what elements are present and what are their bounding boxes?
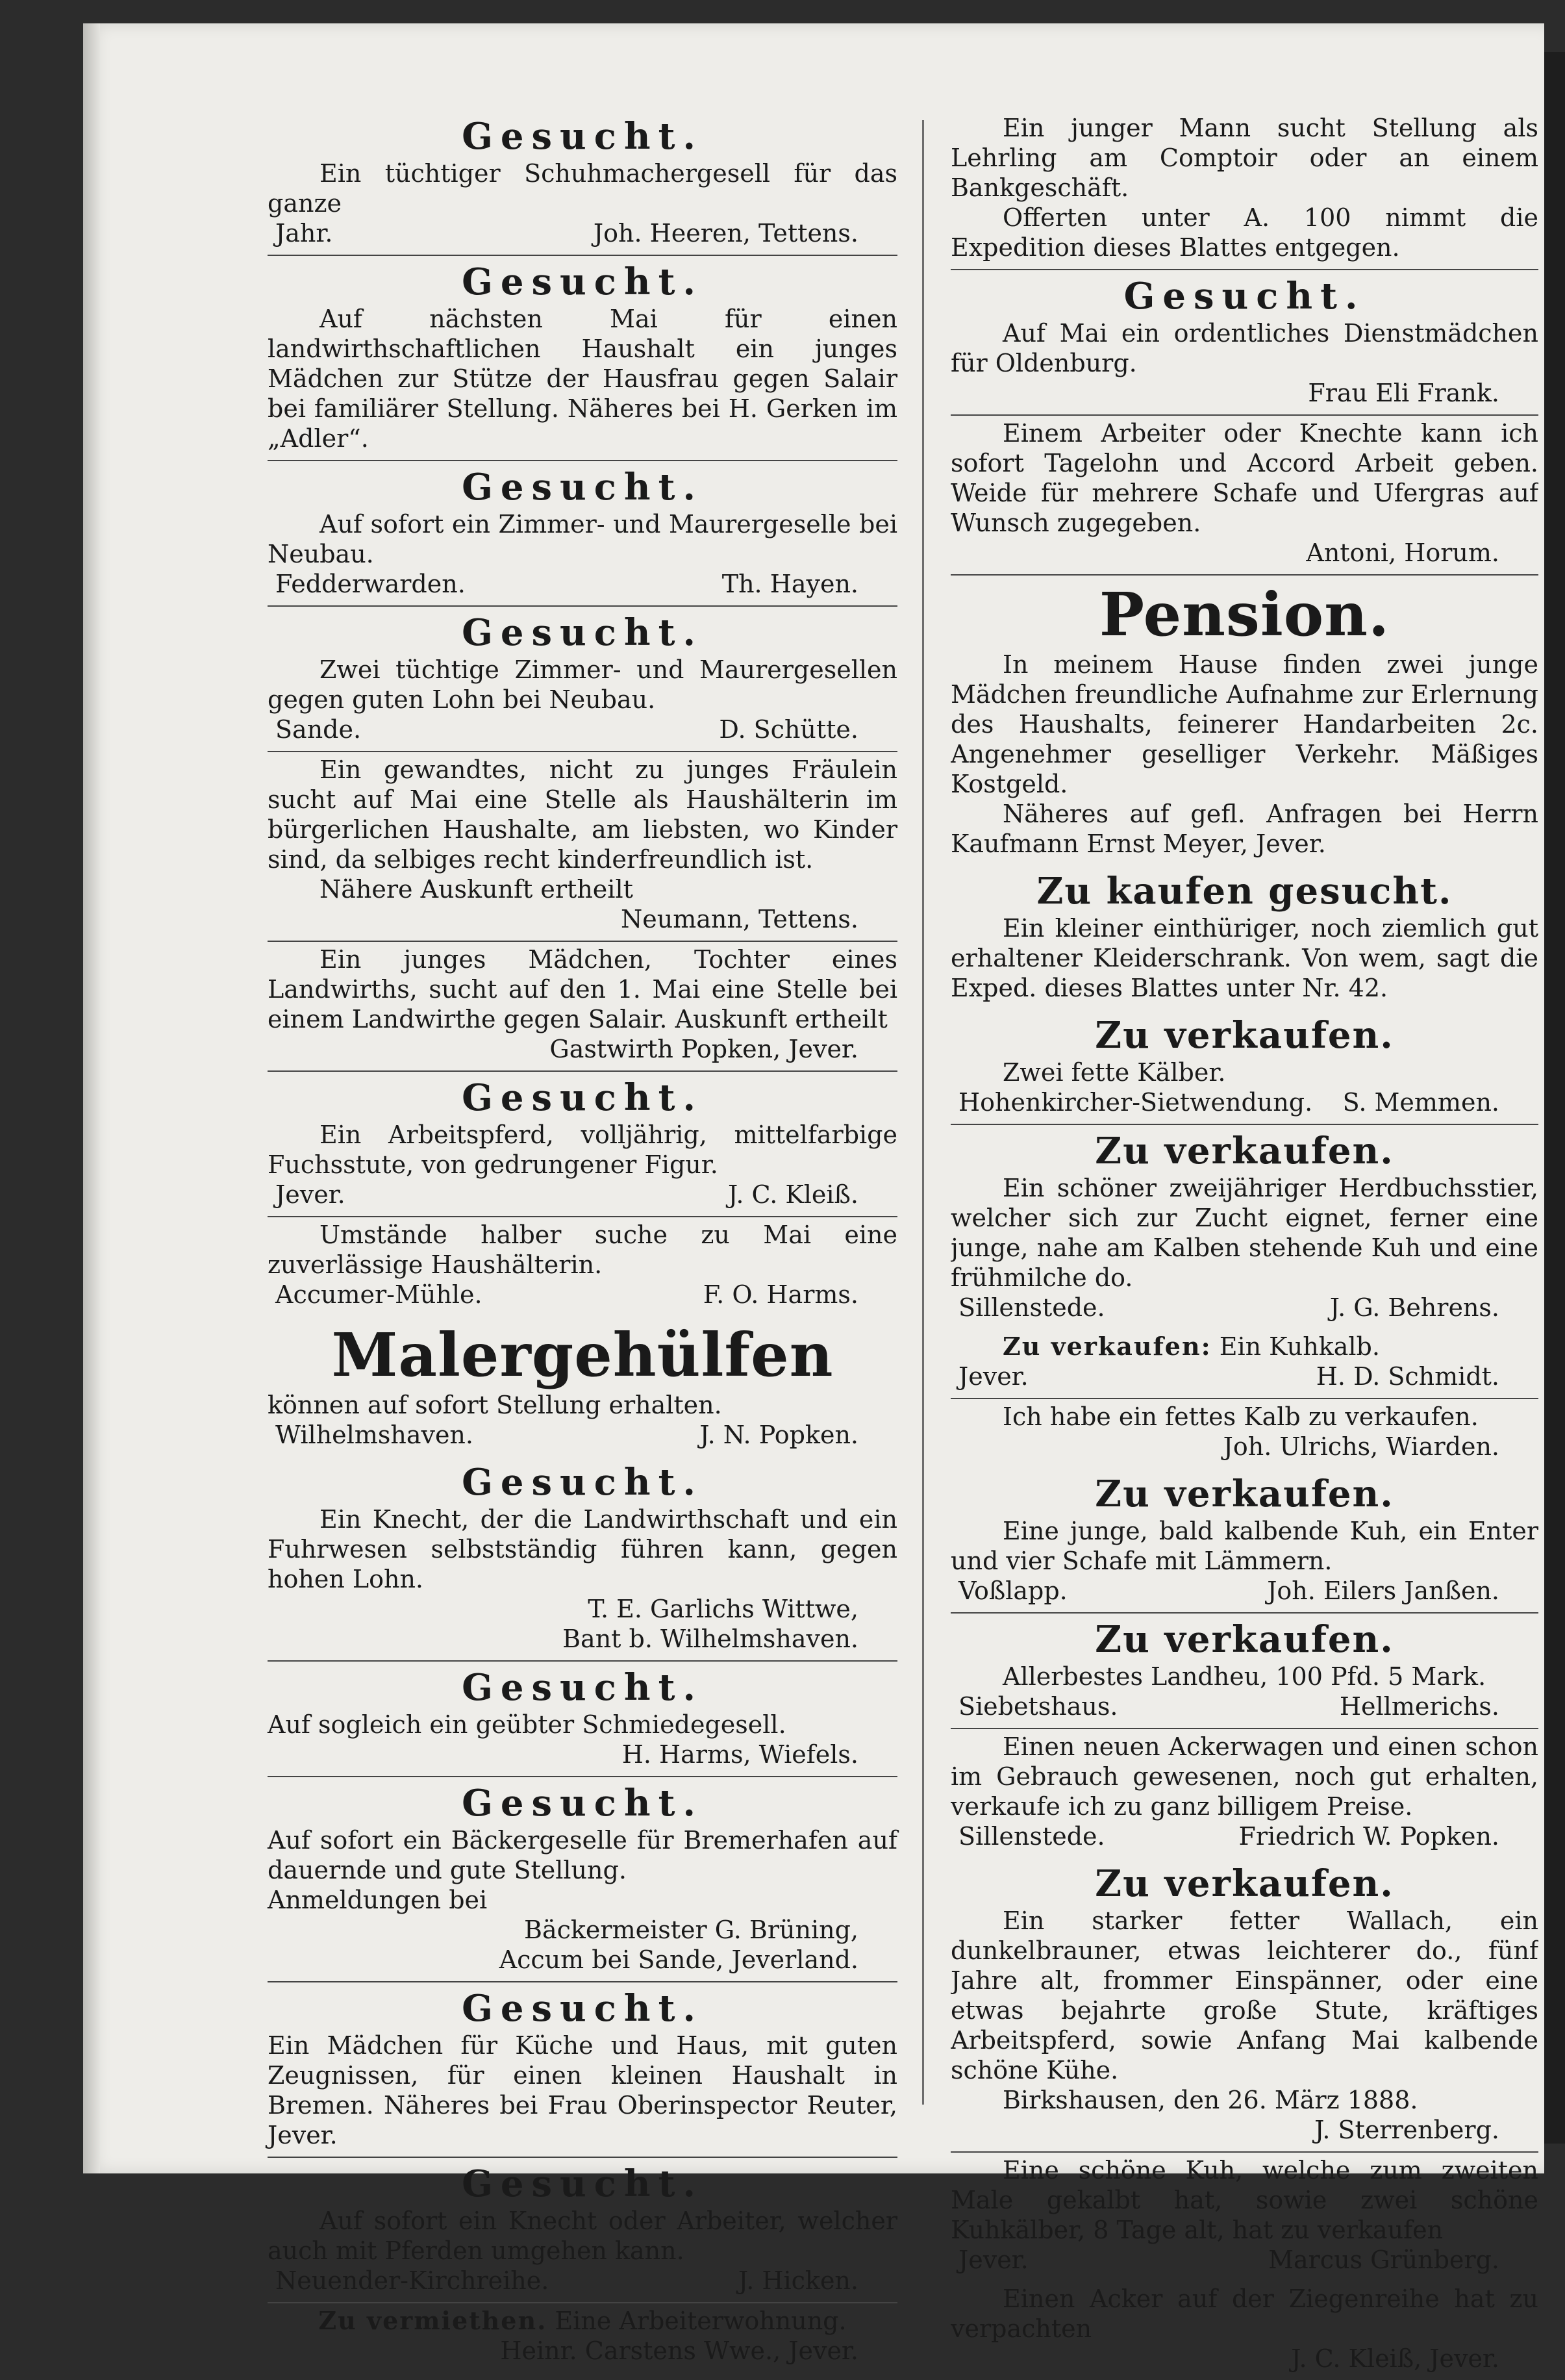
ad-text: Ich habe ein fettes Kalb zu verkaufen. [1003, 1402, 1479, 1431]
ad-text: Eine junge, bald kalbende Kuh, ein Enter und vier Schafe mit Lämmern. [951, 1517, 1538, 1575]
ad-right-2 [951, 270, 1538, 416]
ad-text: Ein schöner zweijähriger Herdbuchsstier, welcher sich zur Zucht eignet, ferner eine junge, nahe am Kalben stehende Kuh und eine frühmilche do. [951, 1174, 1538, 1292]
page-gutter-shadow [83, 23, 100, 2173]
ad-place: Jever. [275, 1180, 345, 1209]
ad-signature [951, 1361, 1538, 1391]
ad-text-2: Näheres auf gefl. Anfragen bei Herrn Kaufmann Ernst Meyer, Jever. [951, 800, 1538, 858]
ad-signature [951, 1087, 1538, 1117]
ad-text: Zwei tüchtige Zimmer- und Maurergesellen gegen guten Lohn bei Neubau. [268, 655, 897, 714]
ad-text: Ein Arbeitspferd, volljährig, mittelfarbige Fuchsstute, von gedrungener Figur. [268, 1120, 897, 1179]
ad-text-end: Jahr. [275, 219, 333, 247]
ad-left-11 [268, 1662, 897, 1777]
ad-line [951, 1332, 1538, 1361]
ad-signature [268, 1280, 897, 1310]
ad-place: Jever. [958, 1362, 1029, 1391]
left-column [268, 110, 897, 2372]
ad-right-5 [951, 865, 1538, 1009]
ad-heading: Pension. [1099, 579, 1390, 650]
ad-signer-place: Bant b. Wilhelmshaven. [562, 1625, 858, 1653]
ad-text: Auf Mai ein ordentliches Dienstmädchen für Oldenburg. [951, 319, 1538, 377]
ad-right-12 [951, 1729, 1538, 1858]
ad-left-15 [268, 2303, 897, 2372]
ad-text: Ein starker fetter Wallach, ein dunkelbrauner, etwas leichterer do., fünf Jahre alt, frommer Einspänner, oder eine etwas bejahrte große Stute, kräftiges Arbeitspferd, sowie Anfang Mai kalbende schöne Kühe. [951, 1906, 1538, 2084]
ad-left-6 [268, 942, 897, 1072]
ad-heading: Zu kaufen gesucht. [1036, 870, 1453, 913]
ad-left-4 [268, 607, 897, 752]
ad-left-9 [268, 1316, 897, 1456]
ad-place: Hohenkircher-Sietwendung. [958, 1088, 1313, 1117]
ad-text: Auf sofort ein Zimmer- und Maurergeselle bei Neubau. [268, 510, 897, 568]
ad-place: Sande. [275, 715, 362, 744]
ad-text: Ein kleiner einthüriger, noch ziemlich gut erhaltener Kleiderschrank. Von wem, sagt die Exped. dieses Blattes unter Nr. 42. [951, 914, 1538, 1002]
ad-date: Birkshausen, den 26. März 1888. [1003, 2086, 1418, 2114]
ad-heading: Gesucht. [1123, 275, 1366, 318]
ad-left-12 [268, 1777, 897, 1982]
ad-signer: T. E. Garlichs Wittwe, [588, 1595, 858, 1623]
ad-signature [951, 2245, 1538, 2275]
ad-signer: J. G. Behrens. [1329, 1293, 1499, 1322]
ad-heading: Gesucht. [462, 466, 703, 509]
ad-signer: H. Harms, Wiefels. [621, 1740, 858, 1769]
ad-text: Ein gewandtes, nicht zu junges Fräulein sucht auf Mai eine Stelle als Haushälterin im bürgerlichen Haushalte, am liebsten, wo Kinder sind, da selbiges recht kinderfreundlich ist. [268, 755, 897, 874]
ad-heading: Gesucht. [462, 1461, 703, 1504]
ad-text: In meinem Hause finden zwei junge Mädchen freundliche Aufnahme zur Erlernung des Haushalts, feinerer Handarbeiten 2c. Angenehmer geselliger Verkehr. Mäßiges Kostgeld. [951, 650, 1538, 798]
ad-place: Accumer-Mühle. [275, 1280, 482, 1309]
ad-text: Auf sogleich ein geübter Schmiedegesell. [268, 1710, 786, 1739]
column-divider [922, 120, 924, 2105]
ad-heading: Gesucht. [462, 260, 703, 303]
ad-place: Wilhelmshaven. [275, 1421, 473, 1449]
ad-heading: Gesucht. [462, 1782, 703, 1825]
ad-text: Ein junges Mädchen, Tochter eines Landwirths, sucht auf den 1. Mai eine Stelle bei einem Landwirthe gegen Salair. Auskunft ertheilt [268, 945, 897, 1033]
ad-left-8 [268, 1217, 897, 1316]
ad-signer: Joh. Ulrichs, Wiarden. [1223, 1432, 1499, 1461]
ad-right-9 [951, 1399, 1538, 1468]
ad-right-7 [951, 1125, 1538, 1329]
ad-text-2: Nähere Auskunft ertheilt [319, 875, 633, 904]
ad-text: Einem Arbeiter oder Knechte kann ich sofort Tagelohn und Accord Arbeit geben. Weide für mehrere Schafe und Ufergras auf Wunsch zugegeben. [951, 419, 1538, 537]
ad-signature [268, 1180, 897, 1209]
ad-signer: Hellmerichs. [1339, 1692, 1499, 1721]
ad-heading: Zu verkaufen. [1095, 1473, 1394, 1515]
ad-signer: Heinr. Carstens Wwe., Jever. [500, 2336, 858, 2365]
ad-heading: Gesucht. [462, 1666, 703, 1709]
ad-text: Allerbestes Landheu, 100 Pfd. 5 Mark. [1003, 1662, 1486, 1691]
ad-heading: Zu verkaufen. [1095, 1618, 1394, 1661]
ad-signer: J. C. Kleiß, Jever. [1291, 2344, 1499, 2373]
ad-signer: J. C. Kleiß. [728, 1180, 858, 1209]
ad-signer: Marcus Grünberg. [1268, 2246, 1499, 2274]
ad-place: Jever. [958, 2246, 1029, 2274]
ad-text: Ein tüchtiger Schuhmachergesell für das ganze [268, 159, 897, 218]
ad-text-2: Offerten unter A. 100 nimmt die Expedition dieses Blattes entgegen. [951, 203, 1538, 262]
ad-place: Fedderwarden. [275, 570, 466, 598]
ad-right-15 [951, 2281, 1538, 2380]
ad-heading: Gesucht. [462, 115, 703, 158]
ad-signer: Frau Eli Frank. [1308, 379, 1499, 407]
ad-heading: Gesucht. [462, 1987, 703, 2030]
ad-place: Voßlapp. [958, 1576, 1068, 1605]
ad-heading: Gesucht. [462, 2162, 703, 2205]
ad-heading: Gesucht. [462, 1076, 703, 1119]
ad-heading: Gesucht. [462, 611, 703, 654]
scan-edge [1544, 52, 1565, 2144]
ad-left-5 [268, 752, 897, 942]
ad-text: Auf sofort ein Knecht oder Arbeiter, welcher auch mit Pferden umgehen kann. [268, 2207, 897, 2265]
ad-text: Einen neuen Ackerwagen und einen schon im Gebrauch gewesenen, noch gut erhalten, verkaufe ich zu ganz billigem Preise. [951, 1732, 1538, 1821]
ad-right-1 [951, 110, 1538, 270]
ad-left-2 [268, 256, 897, 461]
ad-signer: Bäckermeister G. Brüning, [524, 1916, 858, 1944]
ad-signature [951, 1821, 1538, 1851]
ad-text: Zwei fette Kälber. [1003, 1058, 1226, 1087]
ad-text: Eine Arbeiterwohnung. [555, 2307, 847, 2335]
ad-text: können auf sofort Stellung erhalten. [268, 1391, 722, 1419]
ad-text: Umstände halber suche zu Mai eine zuverlässige Haushälterin. [268, 1221, 897, 1279]
ad-right-6 [951, 1009, 1538, 1125]
ad-place: Siebetshaus. [958, 1692, 1118, 1721]
ad-right-13 [951, 1858, 1538, 2153]
ad-signer: Neumann, Tettens. [621, 905, 858, 933]
ad-place: Sillenstede. [958, 1293, 1105, 1322]
ad-signer: Antoni, Horum. [1306, 538, 1499, 567]
ad-left-10 [268, 1456, 897, 1662]
ad-right-14 [951, 2153, 1538, 2281]
ad-signer: J. Hicken. [738, 2266, 858, 2295]
ad-signer: S. Memmen. [1342, 1088, 1499, 1117]
ad-signer-place: Accum bei Sande, Jeverland. [499, 1945, 858, 1974]
ad-right-8 [951, 1329, 1538, 1399]
ad-signer: D. Schütte. [719, 715, 858, 744]
ad-signer: Joh. Heeren, Tettens. [593, 219, 858, 247]
ad-signature [951, 1691, 1538, 1721]
ad-signature [268, 715, 897, 744]
ad-heading: Zu verkaufen. [1095, 1014, 1394, 1057]
ad-heading: Zu verkaufen. [1095, 1130, 1394, 1172]
ad-text: Ein Knecht, der die Landwirthschaft und ein Fuhrwesen selbstständig führen kann, gegen hohen Lohn. [268, 1505, 897, 1593]
ad-left-3 [268, 461, 897, 607]
right-column [951, 110, 1538, 2380]
ad-right-11 [951, 1614, 1538, 1729]
ad-signer: H. D. Schmidt. [1316, 1362, 1499, 1391]
ad-text: Auf nächsten Mai für einen landwirthschaftlichen Haushalt ein junges Mädchen zur Stütze der Hausfrau gegen Salair bei familiärer Stellung. Näheres bei H. Gerken im „Adler“. [268, 305, 897, 453]
ad-signer: F. O. Harms. [703, 1280, 858, 1309]
ad-text: Ein junger Mann sucht Stellung als Lehrling am Comptoir oder an einem Bankgeschäft. [951, 114, 1538, 202]
ad-signer: Joh. Eilers Janßen. [1267, 1576, 1499, 1605]
ad-heading: Zu verkaufen. [1095, 1862, 1394, 1905]
ad-left-14 [268, 2158, 897, 2303]
ad-signer: Gastwirth Popken, Jever. [549, 1035, 858, 1063]
ad-left-13 [268, 1982, 897, 2158]
ad-heading: Malergehülfen [331, 1320, 834, 1390]
ad-signer: J. Sterrenberg. [1314, 2116, 1499, 2144]
ad-signer: Friedrich W. Popken. [1238, 1822, 1499, 1851]
ad-place: Neuender-Kirchreihe. [275, 2266, 549, 2295]
ad-line [268, 2306, 897, 2336]
ad-signature [268, 2266, 897, 2296]
ad-right-4 [951, 576, 1538, 865]
ad-right-10 [951, 1468, 1538, 1614]
ad-signature [268, 218, 897, 248]
ad-signature [268, 569, 897, 599]
ad-signer: Th. Hayen. [721, 570, 858, 598]
ad-heading: Zu vermiethen. [318, 2306, 547, 2335]
ad-place: Sillenstede. [958, 1822, 1105, 1851]
ad-text: Eine schöne Kuh, welche zum zweiten Male gekalbt hat, sowie zwei schöne Kuhkälber, 8 Tage alt, hat zu verkaufen [951, 2156, 1538, 2244]
ad-signature [951, 1576, 1538, 1606]
ad-left-7 [268, 1072, 897, 1217]
ad-left-1 [268, 110, 897, 256]
ad-text-2: Anmeldungen bei [268, 1886, 488, 1914]
ad-heading: Zu verkaufen: [1003, 1332, 1212, 1361]
ad-signature [951, 1293, 1538, 1323]
ad-signer: J. N. Popken. [699, 1421, 858, 1449]
ad-text: Ein Kuhkalb. [1219, 1332, 1380, 1361]
ad-text: Ein Mädchen für Küche und Haus, mit guten Zeugnissen, für einen kleinen Haushalt in Bremen. Näheres bei Frau Oberinspector Reuter, Jever. [268, 2031, 897, 2149]
ad-text: Einen Acker auf der Ziegenreihe hat zu verpachten [951, 2285, 1538, 2343]
ad-text: Auf sofort ein Bäckergeselle für Bremerhafen auf dauernde und gute Stellung. [268, 1826, 897, 1884]
ad-signature [268, 1420, 897, 1450]
ad-right-3 [951, 416, 1538, 576]
